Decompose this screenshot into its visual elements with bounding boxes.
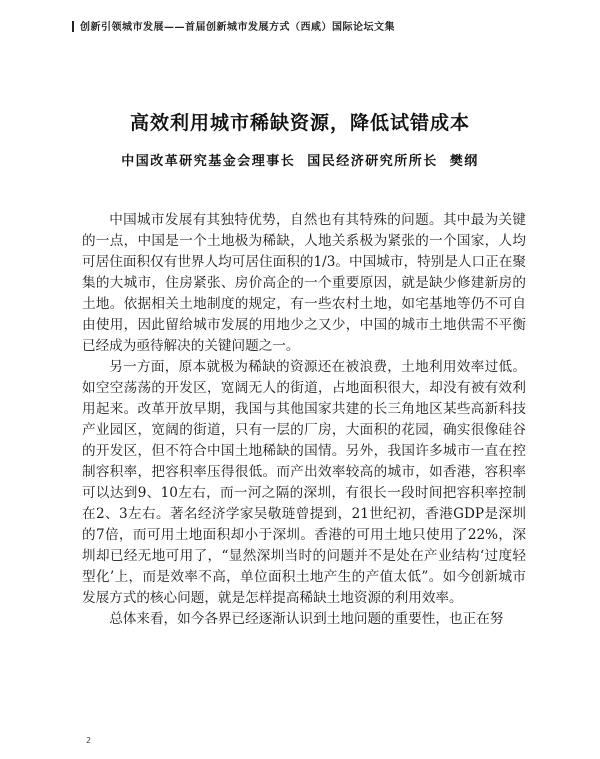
page-mark: 2 (86, 736, 92, 745)
paragraph: 另一方面，原本就极为稀缺的资源还在被浪费，土地利用效率过低。如空空荡荡的开发区，宽阔无人的街道，占地面积很大，却没有被有效利用起来。改革开放早期，我国与其他国家共建的长三角地区某些高新科技产业园区，宽阔的街道，只有一层的厂房，大面积的花园，确实很像硅谷的开发区，但不符合中国土地稀缺的国情。另外，我国许多城市一直在控制容积率，把容积率压得很低。而产出效率较高的城市，如香港，容积率可以达到9、10左右，而一河之隔的深圳，有很长一段时间把容积率控制在2、3左右。著名经济学家吴敬琏曾提到，21世纪初，香港GDP是深圳的7倍，而可用土地面积却小于深圳。香港的可用土地只使用了22%，深圳却已经无地可用了，“显然深圳当时的问题并不是处在产业结构‘过度轻型化’上，而是效率不高，单位面积土地产生的产值太低”。如今创新城市发展方式的核心问题，就是怎样提高稀缺土地资源的利用效率。 (82, 359, 526, 606)
article-body (82, 210, 526, 630)
header-rule (72, 21, 74, 32)
running-header-text: 创新引领城市发展——首届创新城市发展方式（西咸）国际论坛文集 (80, 22, 395, 33)
author-byline: 中国改革研究基金会理事长 国民经济研究所所长 樊纲 (121, 154, 479, 169)
running-header (72, 18, 395, 33)
paragraph: 总体来看，如今各界已经逐渐认识到土地问题的重要性，也正在努 (109, 611, 504, 627)
article-title: 高效利用城市稀缺资源，降低试错成本 (129, 112, 470, 134)
paragraph: 中国城市发展有其独特优势，自然也有其特殊的问题。其中最为关键的一点，中国是一个土地极为稀缺，人地关系极为紧张的一个国家，人均可居住面积仅有世界人均可居住面积的1/3。中国城市，特别是人口正在聚集的大城市，住房紧张、房价高企的一个重要原因，就是缺少修建新房的土地。依据相关土地制度的规定，有一些农村土地，如宅基地等仍不可自由使用，因此留给城市发展的用地少之又少，中国的城市土地供需不平衡已经成为亟待解决的关键问题之一。 (82, 212, 526, 354)
